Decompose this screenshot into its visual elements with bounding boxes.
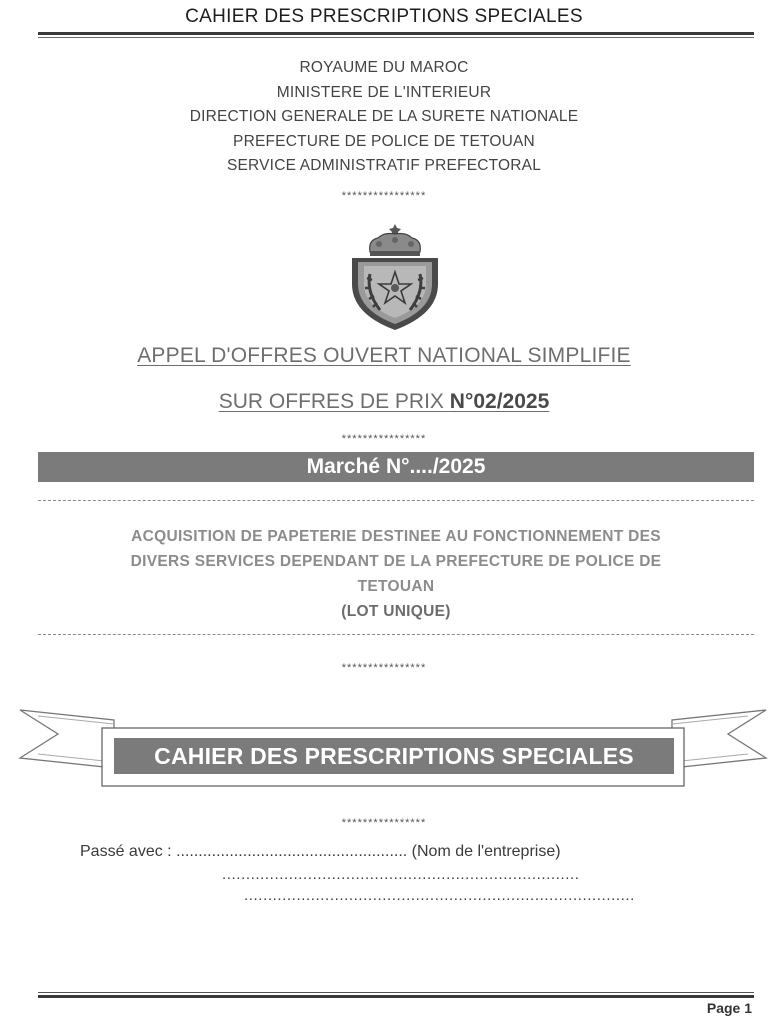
- subject-block: [60, 524, 732, 624]
- footer-rule-thick: [38, 995, 754, 998]
- subject-line: ACQUISITION DE PAPETERIE DESTINEE AU FONCTIONNEMENT DES: [131, 528, 661, 545]
- header-rule-thin: [38, 37, 754, 38]
- ribbon-title: CAHIER DES PRESCRIPTIONS SPECIALES: [154, 743, 634, 769]
- star-separator: ****************: [341, 662, 427, 674]
- subject-line: DIVERS SERVICES DEPENDANT DE LA PREFECTURE DE POLICE DE: [130, 553, 662, 570]
- company-address-line-2[interactable]: ..................................................................................: [244, 887, 635, 904]
- marche-number-band: Marché N°..../2025: [38, 452, 754, 482]
- tender-prefix: SUR OFFRES DE PRIX: [218, 390, 444, 413]
- tender-title-line2: [0, 390, 768, 414]
- footer-rule-thin: [38, 992, 754, 993]
- star-separator: ****************: [341, 190, 427, 202]
- document-header-title: CAHIER DES PRESCRIPTIONS SPECIALES: [185, 6, 583, 27]
- authority-line-direction: DIRECTION GENERALE DE LA SURETE NATIONALE: [189, 108, 579, 125]
- star-separator: ****************: [341, 433, 427, 445]
- tender-number: N°02/2025: [449, 390, 550, 413]
- star-separator: ****************: [341, 817, 427, 829]
- dashed-divider-bottom: [38, 634, 754, 635]
- company-address-line-1[interactable]: ...........................................................................: [222, 866, 580, 883]
- dashed-divider-top: [38, 500, 754, 501]
- subject-lot: (LOT UNIQUE): [341, 603, 451, 620]
- subject-line: TETOUAN: [357, 578, 435, 595]
- authority-line-kingdom: ROYAUME DU MAROC: [299, 59, 469, 76]
- passe-avec-line: [80, 843, 561, 861]
- authority-block: [0, 56, 768, 179]
- authority-line-ministry: MINISTERE DE L'INTERIEUR: [276, 83, 492, 101]
- authority-line-service: SERVICE ADMINISTRATIF PREFECTORAL: [226, 157, 542, 174]
- authority-line-prefecture: PREFECTURE DE POLICE DE TETOUAN: [233, 132, 535, 150]
- police-emblem-icon: [346, 222, 444, 332]
- page-number: Page 1: [706, 1000, 752, 1016]
- company-name-field[interactable]: ....................................................: [176, 843, 408, 860]
- header-rule-thick: [38, 32, 754, 35]
- passe-label: Passé avec :: [80, 843, 172, 860]
- company-name-hint: (Nom de l'entreprise): [411, 843, 561, 860]
- tender-title-line1: APPEL D'OFFRES OUVERT NATIONAL SIMPLIFIE: [137, 344, 631, 367]
